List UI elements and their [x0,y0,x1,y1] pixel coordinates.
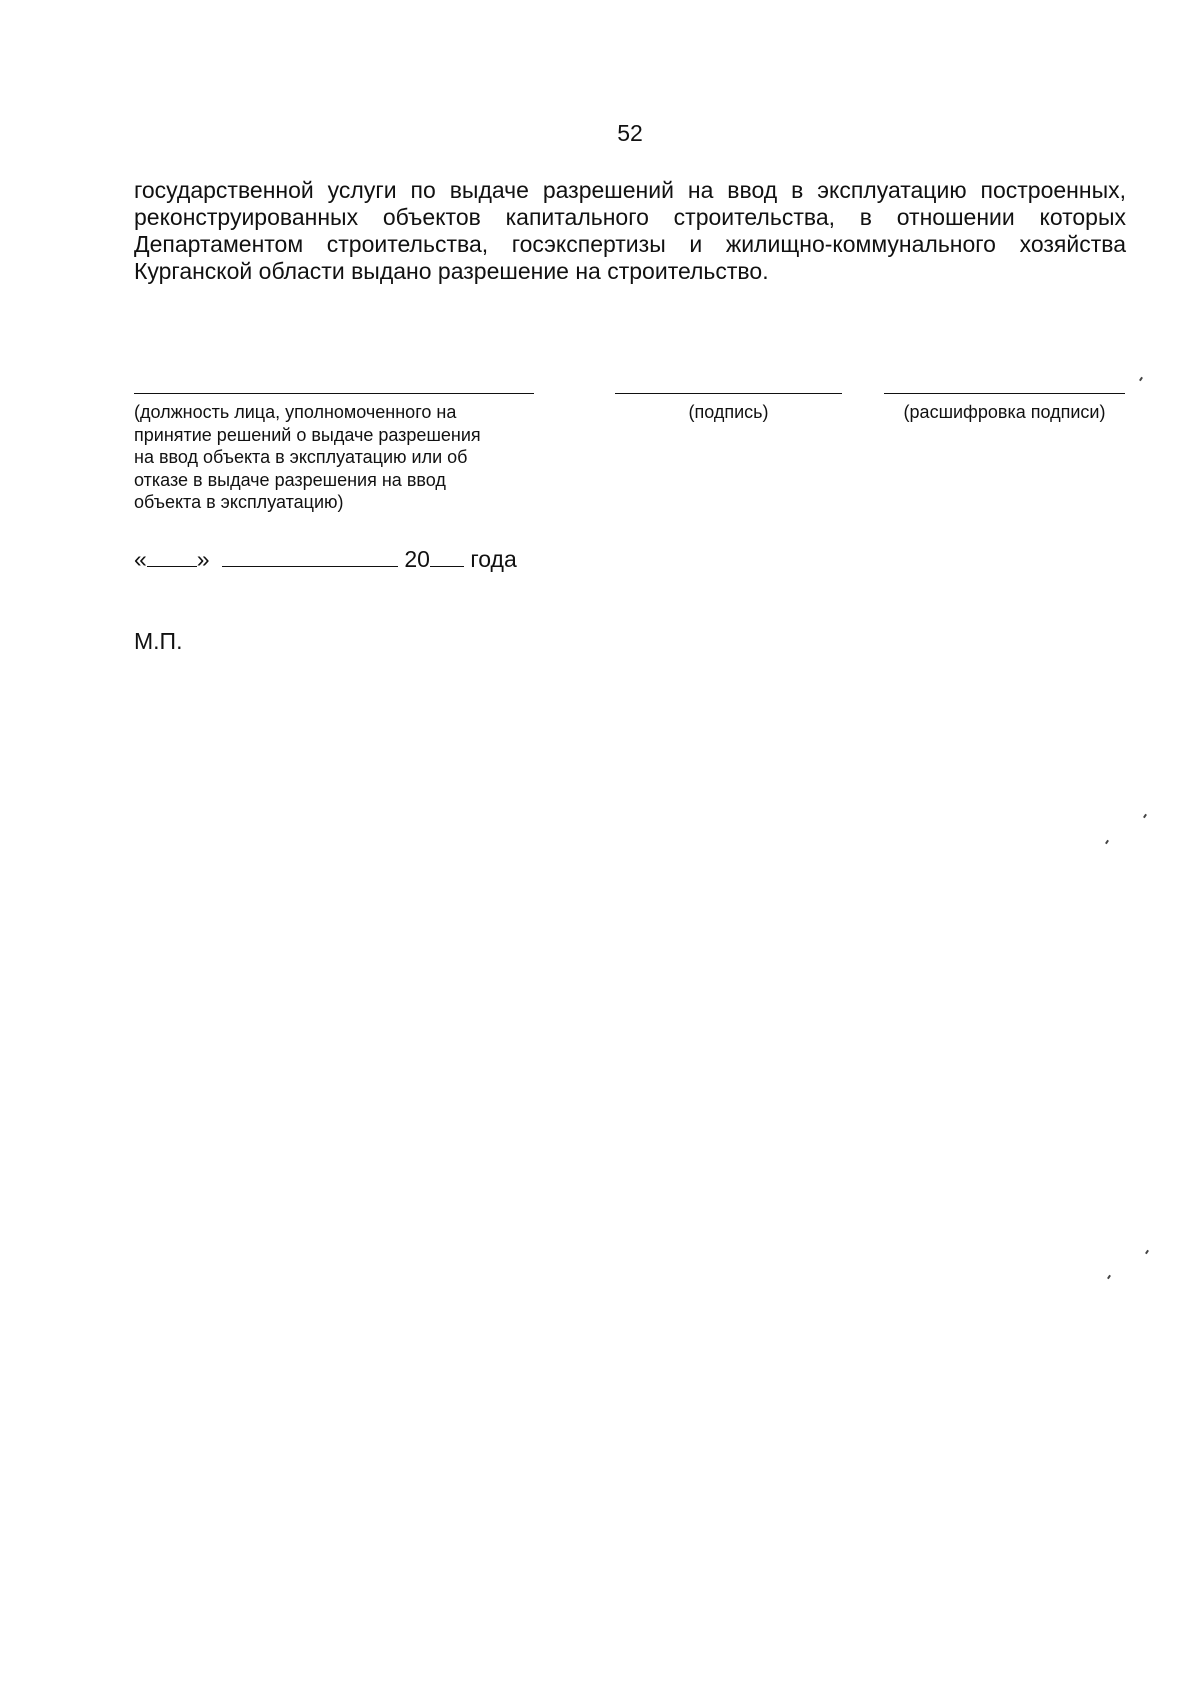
day-blank [147,546,197,567]
date-line [134,546,517,573]
scan-speck [1143,814,1147,818]
decoding-caption: (расшифровка подписи) [903,402,1106,422]
scan-speck [1107,1275,1111,1279]
position-caption [134,401,564,514]
position-caption-line: на ввод объекта в эксплуатацию или об [134,447,468,467]
signature-caption: (подпись) [688,402,769,422]
decoding-signature-line [884,393,1125,394]
page-number: 52 [617,120,643,146]
position-signature-line [134,393,534,394]
position-caption-line: отказе в выдаче разрешения на ввод [134,469,446,490]
month-blank [222,546,398,567]
position-caption-line: (должность лица, уполномоченного на [134,402,457,422]
body-paragraph: государственной услуги по выдаче разрешений на ввод в эксплуатацию построенных, реконструированных объектов капитального строительства, в отношении которых Департаментом строительства, госэкспертизы и жилищно-коммунального хозяйства Курганской области выдано разрешение на строительство. [134,177,1126,284]
scan-speck [1145,1250,1149,1254]
position-caption-line: принятие решений о выдаче разрешения [134,424,481,445]
scan-speck [1105,840,1109,844]
signature-line [615,393,842,394]
scan-speck [1139,377,1143,381]
stamp-mark: М.П. [134,628,183,654]
date-open-quote: « [134,546,147,572]
year-suffix: года [470,546,517,572]
date-close-quote: » [196,546,210,572]
position-caption-line: объекта в эксплуатацию) [134,492,344,512]
year-blank [430,546,464,567]
year-century: 20 [404,546,430,572]
